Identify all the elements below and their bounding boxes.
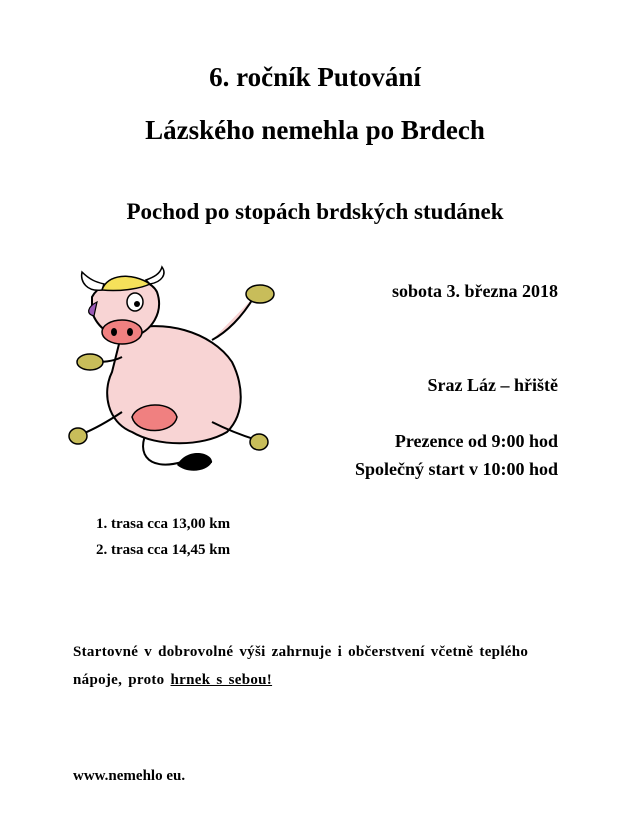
fee-emphasis: hrnek s sebou! xyxy=(170,672,273,688)
website-link[interactable]: www.nemehlo eu. xyxy=(73,768,186,784)
event-date: sobota 3. března 2018 xyxy=(392,281,558,301)
cartoon-cow-icon xyxy=(62,262,287,487)
fee-notice xyxy=(73,638,563,694)
registration-time: Prezence od 9:00 hod xyxy=(394,431,558,451)
meeting-point: Sraz Láz – hřiště xyxy=(427,375,558,395)
route-item: 1. trasa cca 13,00 km xyxy=(96,516,231,532)
fee-text: Startovné v dobrovolné výši zahrnuje i občerstvení včetně teplého nápoje, proto xyxy=(73,644,529,688)
route-list xyxy=(96,511,230,563)
page-title-line-2: Lázského nemehla po Brdech xyxy=(145,115,485,145)
page-title-line-1: 6. ročník Putování xyxy=(209,62,421,92)
route-item: 2. trasa cca 14,45 km xyxy=(96,542,231,558)
start-time: Společný start v 10:00 hod xyxy=(354,459,558,479)
page-subtitle: Pochod po stopách brdských studánek xyxy=(126,199,504,224)
